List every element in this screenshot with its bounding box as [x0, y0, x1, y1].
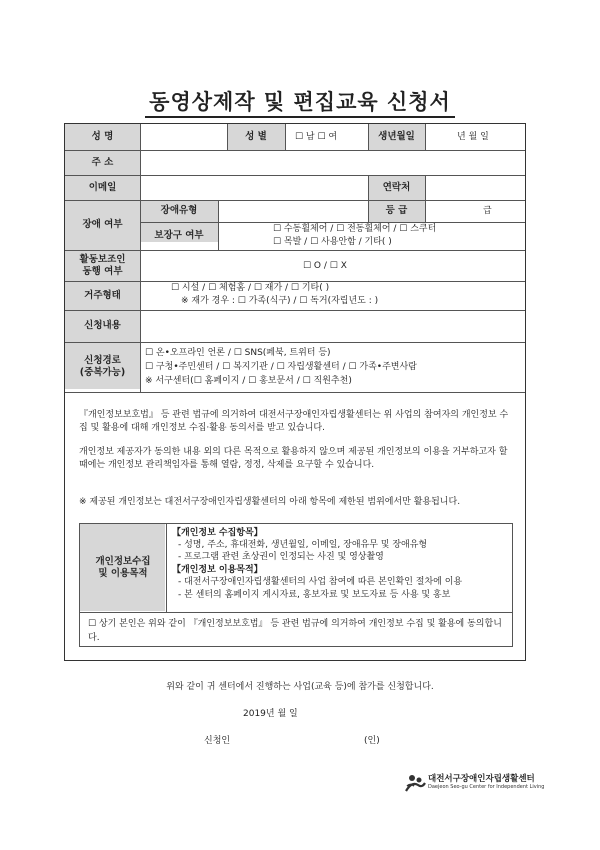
aid-options-line1[interactable]: ☐ 수동휠체어 / ☐ 전동휠체어 / ☐ 스쿠터	[273, 224, 437, 234]
col-line	[425, 124, 426, 150]
seal-mark: (인)	[364, 736, 380, 746]
application-date[interactable]: 2019년 월 일	[243, 709, 298, 719]
assistant-label: 활동보조인 동행 여부	[79, 253, 126, 277]
collection-item-2: - 프로그램 관련 초상권이 인정되는 사진 및 영상촬영	[178, 552, 384, 562]
residence-options-line2[interactable]: ※ 재가 경우 : ☐ 가족(식구) / ☐ 독거(자립년도 : )	[181, 296, 379, 306]
consent-checkbox-statement[interactable]: ☐ 상기 본인은 위와 같이 『개인정보보호법』 등 관련 법규에 의거하여 개인정보 수집 및 활용에 동의합니다.	[88, 619, 502, 643]
center-logo	[404, 771, 544, 793]
gender-checkboxes[interactable]: ☐ 남 ☐ 여	[295, 132, 338, 142]
disability-label: 장애 여부	[82, 219, 123, 231]
residence-options-line1[interactable]: ☐ 시설 / ☐ 체험홈 / ☐ 재가 / ☐ 기타( )	[171, 283, 330, 293]
gender-label: 성 별	[245, 131, 267, 143]
route-options-line3[interactable]: ※ 서구센터(☐ 홈페이지 / ☐ 홍보문서 / ☐ 직원추천)	[145, 376, 352, 386]
col-line	[285, 124, 286, 150]
name-label: 성 명	[91, 131, 114, 143]
address-label: 주 소	[91, 156, 114, 168]
col-line	[218, 200, 219, 250]
residence-label: 거주형태	[84, 289, 121, 301]
contact-label: 연락처	[382, 181, 411, 193]
privacy-paragraph-1: 『개인정보보호법』 등 관련 법규에 의거하여 대전서구장애인자립생활센터는 위 사업의 참여자의 개인정보 수집 및 활용에 대해 개인정보 수집·활용 동의서를 받고 있습니다.	[79, 410, 509, 434]
birth-label: 생년월일	[378, 131, 415, 143]
grade-label: 등 급	[385, 205, 408, 217]
route-options-line2[interactable]: ☐ 구청•주민센터 / ☐ 복지기관 / ☐ 자립생활센터 / ☐ 가족•주변사람	[145, 362, 417, 372]
collection-item-1: - 성명, 주소, 휴대전화, 생년월일, 이메일, 장애유무 및 장애유형	[178, 540, 428, 550]
aid-label: 보장구 여부	[154, 230, 204, 242]
collection-items-heading: 【개인정보 수집항목】	[172, 528, 263, 538]
disability-type-label: 장애유형	[160, 205, 198, 217]
aid-options-line2[interactable]: ☐ 목발 / ☐ 사용안함 / 기타( )	[273, 237, 392, 247]
col-line	[140, 124, 141, 392]
assistant-checkboxes[interactable]: ☐ O / ☐ X	[303, 261, 347, 271]
usage-purpose-1: - 대전서구장애인자립생활센터의 사업 참여에 따른 본인확인 절차에 이용	[178, 577, 463, 587]
application-statement: 위와 같이 귀 센터에서 진행하는 사업(교육 등)에 참가를 신청합니다.	[166, 682, 434, 692]
route-label: 신청경로 (중복가능)	[79, 355, 126, 378]
privacy-paragraph-2: 개인정보 제공자가 동의한 내용 외의 다른 목적으로 활용하지 않으며 제공된 개인정보의 이용을 거부하고자 할 때에는 개인정보 관리책임자를 통해 열람, 정정, 삭제를 요구할 수 있습니다.	[79, 447, 508, 471]
consent-col-line	[166, 524, 167, 612]
document-title-text: 동영상제작 및 편집교육 신청서	[145, 90, 455, 118]
center-name-english: Daejeon Seo-gu Center for Independent Living	[428, 784, 545, 790]
privacy-purpose-label: 개인정보수집 및 이용목적	[95, 556, 151, 579]
usage-purpose-heading: 【개인정보 이용목적】	[172, 565, 263, 575]
center-name-korean: 대전서구장애인자립생활센터	[428, 774, 535, 784]
center-logo-icon	[404, 771, 426, 793]
privacy-consent-box	[79, 523, 513, 647]
usage-purpose-2: - 본 센터의 홈페이지 게시자료, 홍보자료 및 보도자료 등 사용 및 홍보	[178, 590, 451, 600]
route-options-line1[interactable]: ☐ 온•오프라인 언론 / ☐ SNS(페북, 트위터 등)	[145, 348, 331, 358]
privacy-paragraph-3: ※ 제공된 개인정보는 대전서구장애인자립생활센터의 아래 항목에 제한된 범위에서만 활용됩니다.	[79, 497, 461, 507]
email-label: 이메일	[88, 181, 117, 193]
content-label: 신청내용	[84, 320, 121, 332]
col-line	[425, 175, 426, 222]
application-form	[64, 123, 526, 661]
row-line	[65, 392, 525, 393]
consent-divider	[80, 612, 512, 613]
applicant-label: 신청인	[204, 736, 231, 746]
birth-date-field[interactable]: 년 월 일	[457, 132, 489, 142]
document-title	[0, 86, 600, 116]
grade-unit: 급	[483, 206, 492, 216]
